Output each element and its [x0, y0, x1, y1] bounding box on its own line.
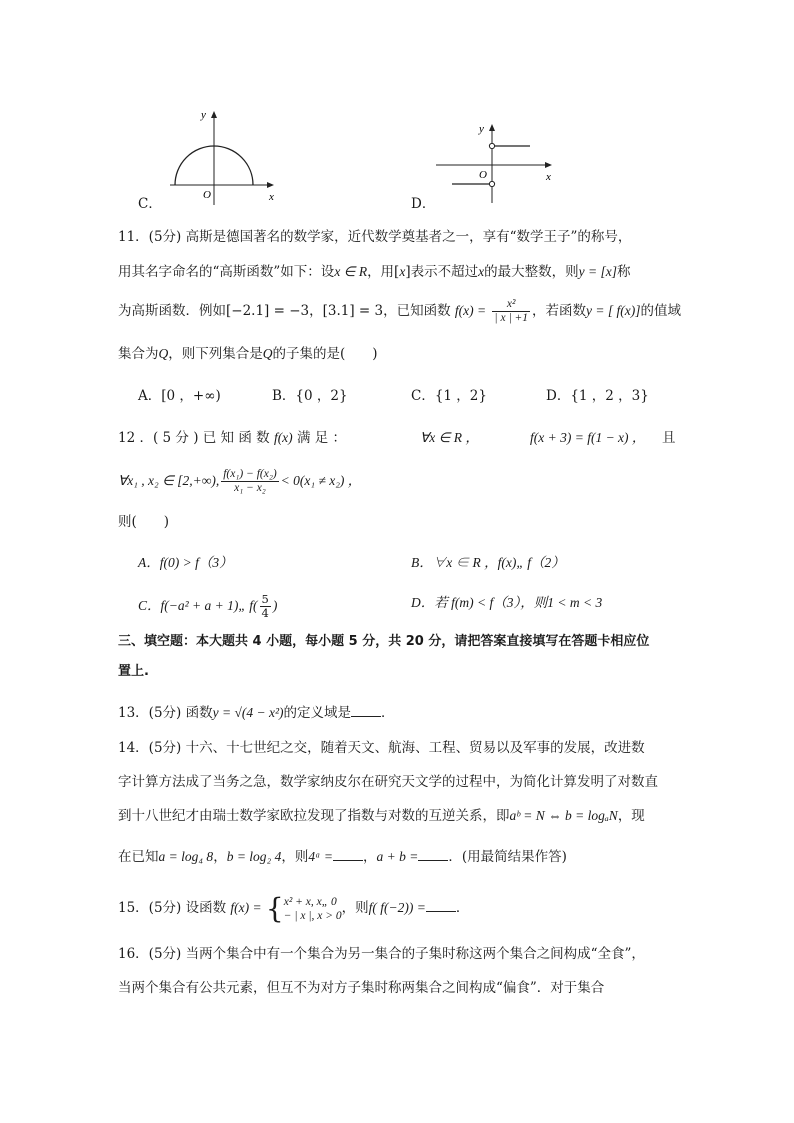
- piecewise-cases: x² + x, x„ 0 − | x |, x > 0: [283, 895, 342, 922]
- origin-label: O: [203, 189, 211, 201]
- q11-line4: 集合为Q，则下列集合是Q的子集的是( ): [118, 346, 378, 362]
- fraction: $\frac{5}{4}$: [261, 592, 269, 620]
- q12-line1-cond: ∀x ∈ R ，: [420, 430, 479, 445]
- q14-line2: 字计算方法成了当务之急，数学家纳皮尔在研究天文学的过程中，为简化计算发明了对数直: [118, 774, 658, 790]
- q16-line2: 当两个集合有公共元素，但互不为对方子集时称两集合之间构成“偏食”．对于集合: [118, 980, 605, 996]
- axis-y-label: y: [201, 109, 206, 121]
- fraction: $\frac{\text{x²}}{| x | +1}$: [494, 298, 528, 324]
- q11-option-d: D．{1 ，2 ，3}: [546, 388, 649, 404]
- axis-x-label: x: [269, 191, 274, 203]
- q15-line: 15．(5分) 设函数 f(x) = { x² + x, x„ 0 − | x |, x > 0 ，则f( f(−2)) = ．: [118, 891, 470, 925]
- answer-blank[interactable]: [333, 846, 363, 861]
- section-heading-cont: 置上.: [118, 664, 149, 679]
- q12-option-b: B．∀x ∈ R ，f(x)„ f（2）: [411, 555, 565, 570]
- axis-y-label: y: [479, 123, 484, 135]
- q12-option-c: C．f(−a² + a + 1)„ f( $\frac{5}{4}$ ): [138, 592, 278, 620]
- q12-line1: 12 ．( 5 分 ) 已 知 函 数 f(x) 满 足 ：: [118, 430, 347, 446]
- q12-line1-eq: f(x + 3) = f(1 − x) ，: [530, 430, 646, 445]
- q11-option-c: C．{1 ，2}: [411, 388, 487, 404]
- q11-option-b: B．{0 ，2}: [272, 388, 348, 404]
- answer-blank[interactable]: [351, 702, 381, 717]
- q12-option-d: D．若 f(m) < f（3），则1 < m < 3: [411, 595, 603, 610]
- origin-label: O: [479, 169, 487, 181]
- q12-line3: 则( ): [118, 514, 170, 530]
- q11-line3: 为高斯函数．例如[−2.1] = −3，[3.1] = 3，已知函数 f(x) = $\frac{\text{x²}}{| x | +1}$ ，若函数y = [ f(x)]的值域: [118, 298, 681, 324]
- answer-blank[interactable]: [418, 846, 448, 861]
- q14-line4: 在已知a = log₄ 8，b = log₂ 4，则4ᵃ = ，a + b = ．(用最简结果作答): [118, 846, 567, 867]
- q16-line1: 16．(5分) 当两个集合中有一个集合为另一集合的子集时称这两个集合之间构成“全食”，: [118, 946, 645, 962]
- left-brace: {: [265, 891, 284, 925]
- q12-line1-end: 且: [662, 430, 676, 446]
- q14-line1: 14．(5分) 十六、十七世纪之交，随着天文、航海、工程、贸易以及军事的发展，改进数: [118, 740, 645, 756]
- q14-line3: 到十八世纪才由瑞士数学家欧拉发现了指数与对数的互逆关系，即aᵇ = N ⇔ b = logₐN，现: [118, 808, 645, 824]
- option-c-label: C．: [138, 196, 162, 212]
- q13-line: 13．(5分) 函数y = √(4 − x²)的定义域是 ．: [118, 702, 395, 723]
- step-function-graph: [430, 118, 570, 208]
- q11-option-a: A．[0 ，+∞): [138, 388, 221, 404]
- figure-option-d: [430, 118, 570, 208]
- q12-option-a: A．f(0) > f（3）: [138, 555, 233, 570]
- answer-blank[interactable]: [426, 897, 456, 912]
- q11-line1: 11．(5分) 高斯是德国著名的数学家，近代数学奠基者之一，享有“数学王子”的称号，: [118, 229, 632, 245]
- fraction: $\frac{\text{f(x₁) − f(x₂)}}{\text{x₁ − x₂}}$: [223, 468, 277, 494]
- figure-option-c: [140, 105, 290, 215]
- q12-line2: ∀x₁ , x₂ ∈ [2,+∞), $\frac{\text{f(x₁) − f(x₂)}}{\text{x₁ − x₂}}$ < 0(x₁ ≠ x₂) ，: [118, 468, 362, 494]
- axis-x-label: x: [546, 171, 551, 183]
- semicircle-graph: [140, 105, 290, 215]
- section-heading: 三、填空题：本大题共 4 小题，每小题 5 分，共 20 分，请把答案直接填写在答题卡相应位: [118, 634, 650, 649]
- q11-line2: 用其名字命名的“高斯函数”如下：设x ∈ R，用[x]表示不超过x的最大整数，则y = [x]称: [118, 264, 631, 280]
- option-d-label: D．: [411, 196, 436, 212]
